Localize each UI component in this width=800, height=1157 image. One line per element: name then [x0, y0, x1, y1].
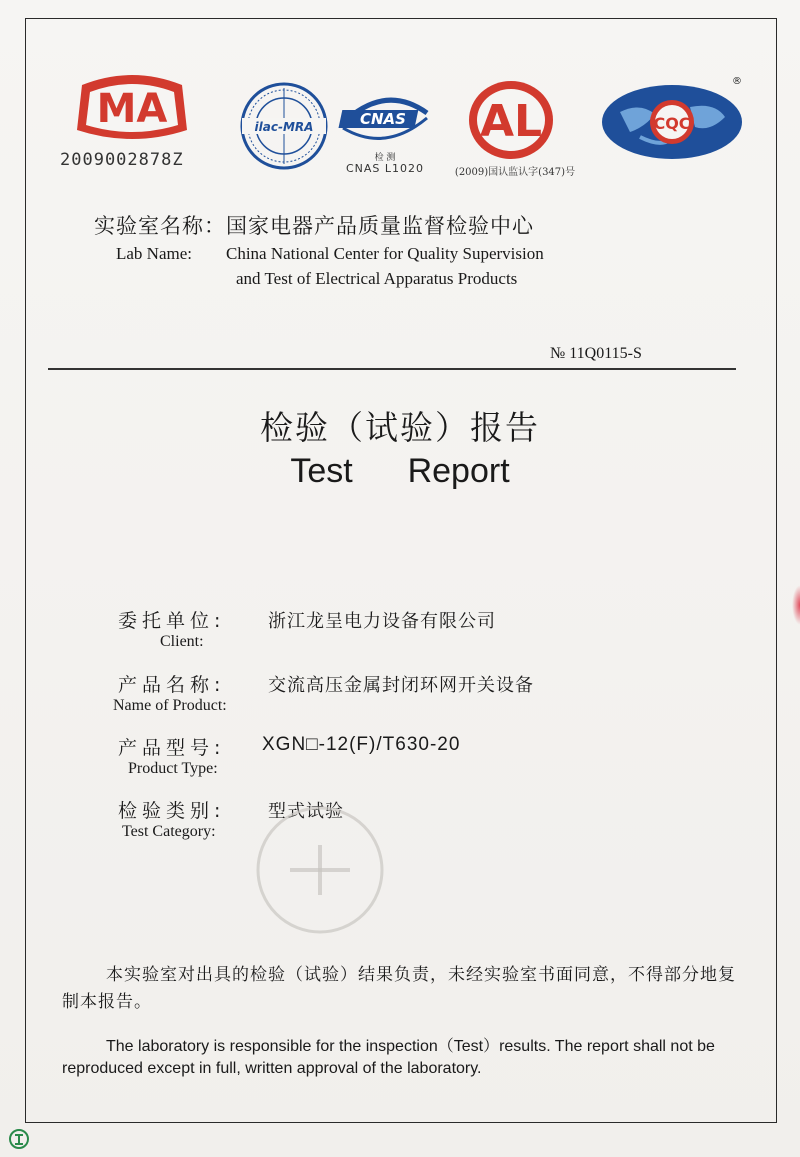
al-caption: (2009)国认监认字(347)号	[454, 167, 576, 178]
page-border	[25, 18, 777, 1123]
printer-mark-icon	[8, 1128, 30, 1150]
al-logo-text: AL	[479, 96, 543, 147]
cnas-subtitle: 检 测	[374, 153, 396, 163]
lab-name-label-en: Lab Name:	[116, 244, 192, 263]
ilac-logo-text: ilac-MRA	[254, 120, 314, 134]
client-label-cn: 委托单位:	[118, 610, 226, 632]
test-category-value: 型式试验	[268, 801, 344, 822]
report-title-cn: 检验（试验）报告	[260, 408, 540, 447]
cma-number: 2009002878Z	[60, 150, 184, 170]
product-type-label-en: Product Type:	[128, 760, 218, 777]
disclaimer-cn: 本实验室对出具的检验（试验）结果负责，未经实验室书面同意，不得部分地复制本报告。	[62, 965, 736, 1012]
lab-name-cn: 实验室名称：国家电器产品质量监督检验中心	[94, 214, 534, 238]
product-name-label-en: Name of Product:	[113, 697, 227, 714]
test-category-label-cn: 检验类别:	[118, 800, 226, 822]
cqc-logo-text: CQC	[653, 114, 691, 133]
product-type-label-cn: 产品型号:	[118, 737, 226, 759]
divider	[48, 368, 736, 370]
cqc-globe-logo	[600, 82, 745, 162]
cma-logo	[62, 70, 202, 155]
lab-name-en-line1: China National Center for Quality Supervision	[226, 244, 544, 263]
cnas-code: CNAS L1020	[345, 162, 425, 175]
ilac-mra-logo	[238, 80, 330, 172]
cma-logo-text: MA	[96, 86, 168, 132]
product-type-value: XGN□-12(F)/T630-20	[262, 734, 461, 755]
product-name-value: 交流高压金属封闭环网开关设备	[268, 675, 534, 696]
faint-seal-stamp	[210, 800, 410, 940]
client-label-en: Client:	[160, 633, 204, 650]
test-category-label-en: Test Category:	[122, 823, 216, 840]
red-edge-mark	[792, 585, 800, 625]
cnas-logo-text: CNAS	[360, 110, 406, 128]
disclaimer-en: The laboratory is responsible for the inspection（Test）results. The report shall not be reproduced except in full, written approval of the laboratory.	[62, 1038, 715, 1077]
al-logo	[465, 78, 557, 163]
report-number: № 11Q0115-S	[550, 345, 642, 362]
lab-name-en-line2: and Test of Electrical Apparatus Products	[236, 269, 518, 288]
client-value: 浙江龙呈电力设备有限公司	[268, 611, 496, 632]
cnas-logo	[335, 88, 435, 148]
report-title-en: Test Report	[290, 452, 510, 490]
product-name-label-cn: 产品名称:	[118, 674, 226, 696]
registered-mark: ®	[732, 76, 742, 87]
